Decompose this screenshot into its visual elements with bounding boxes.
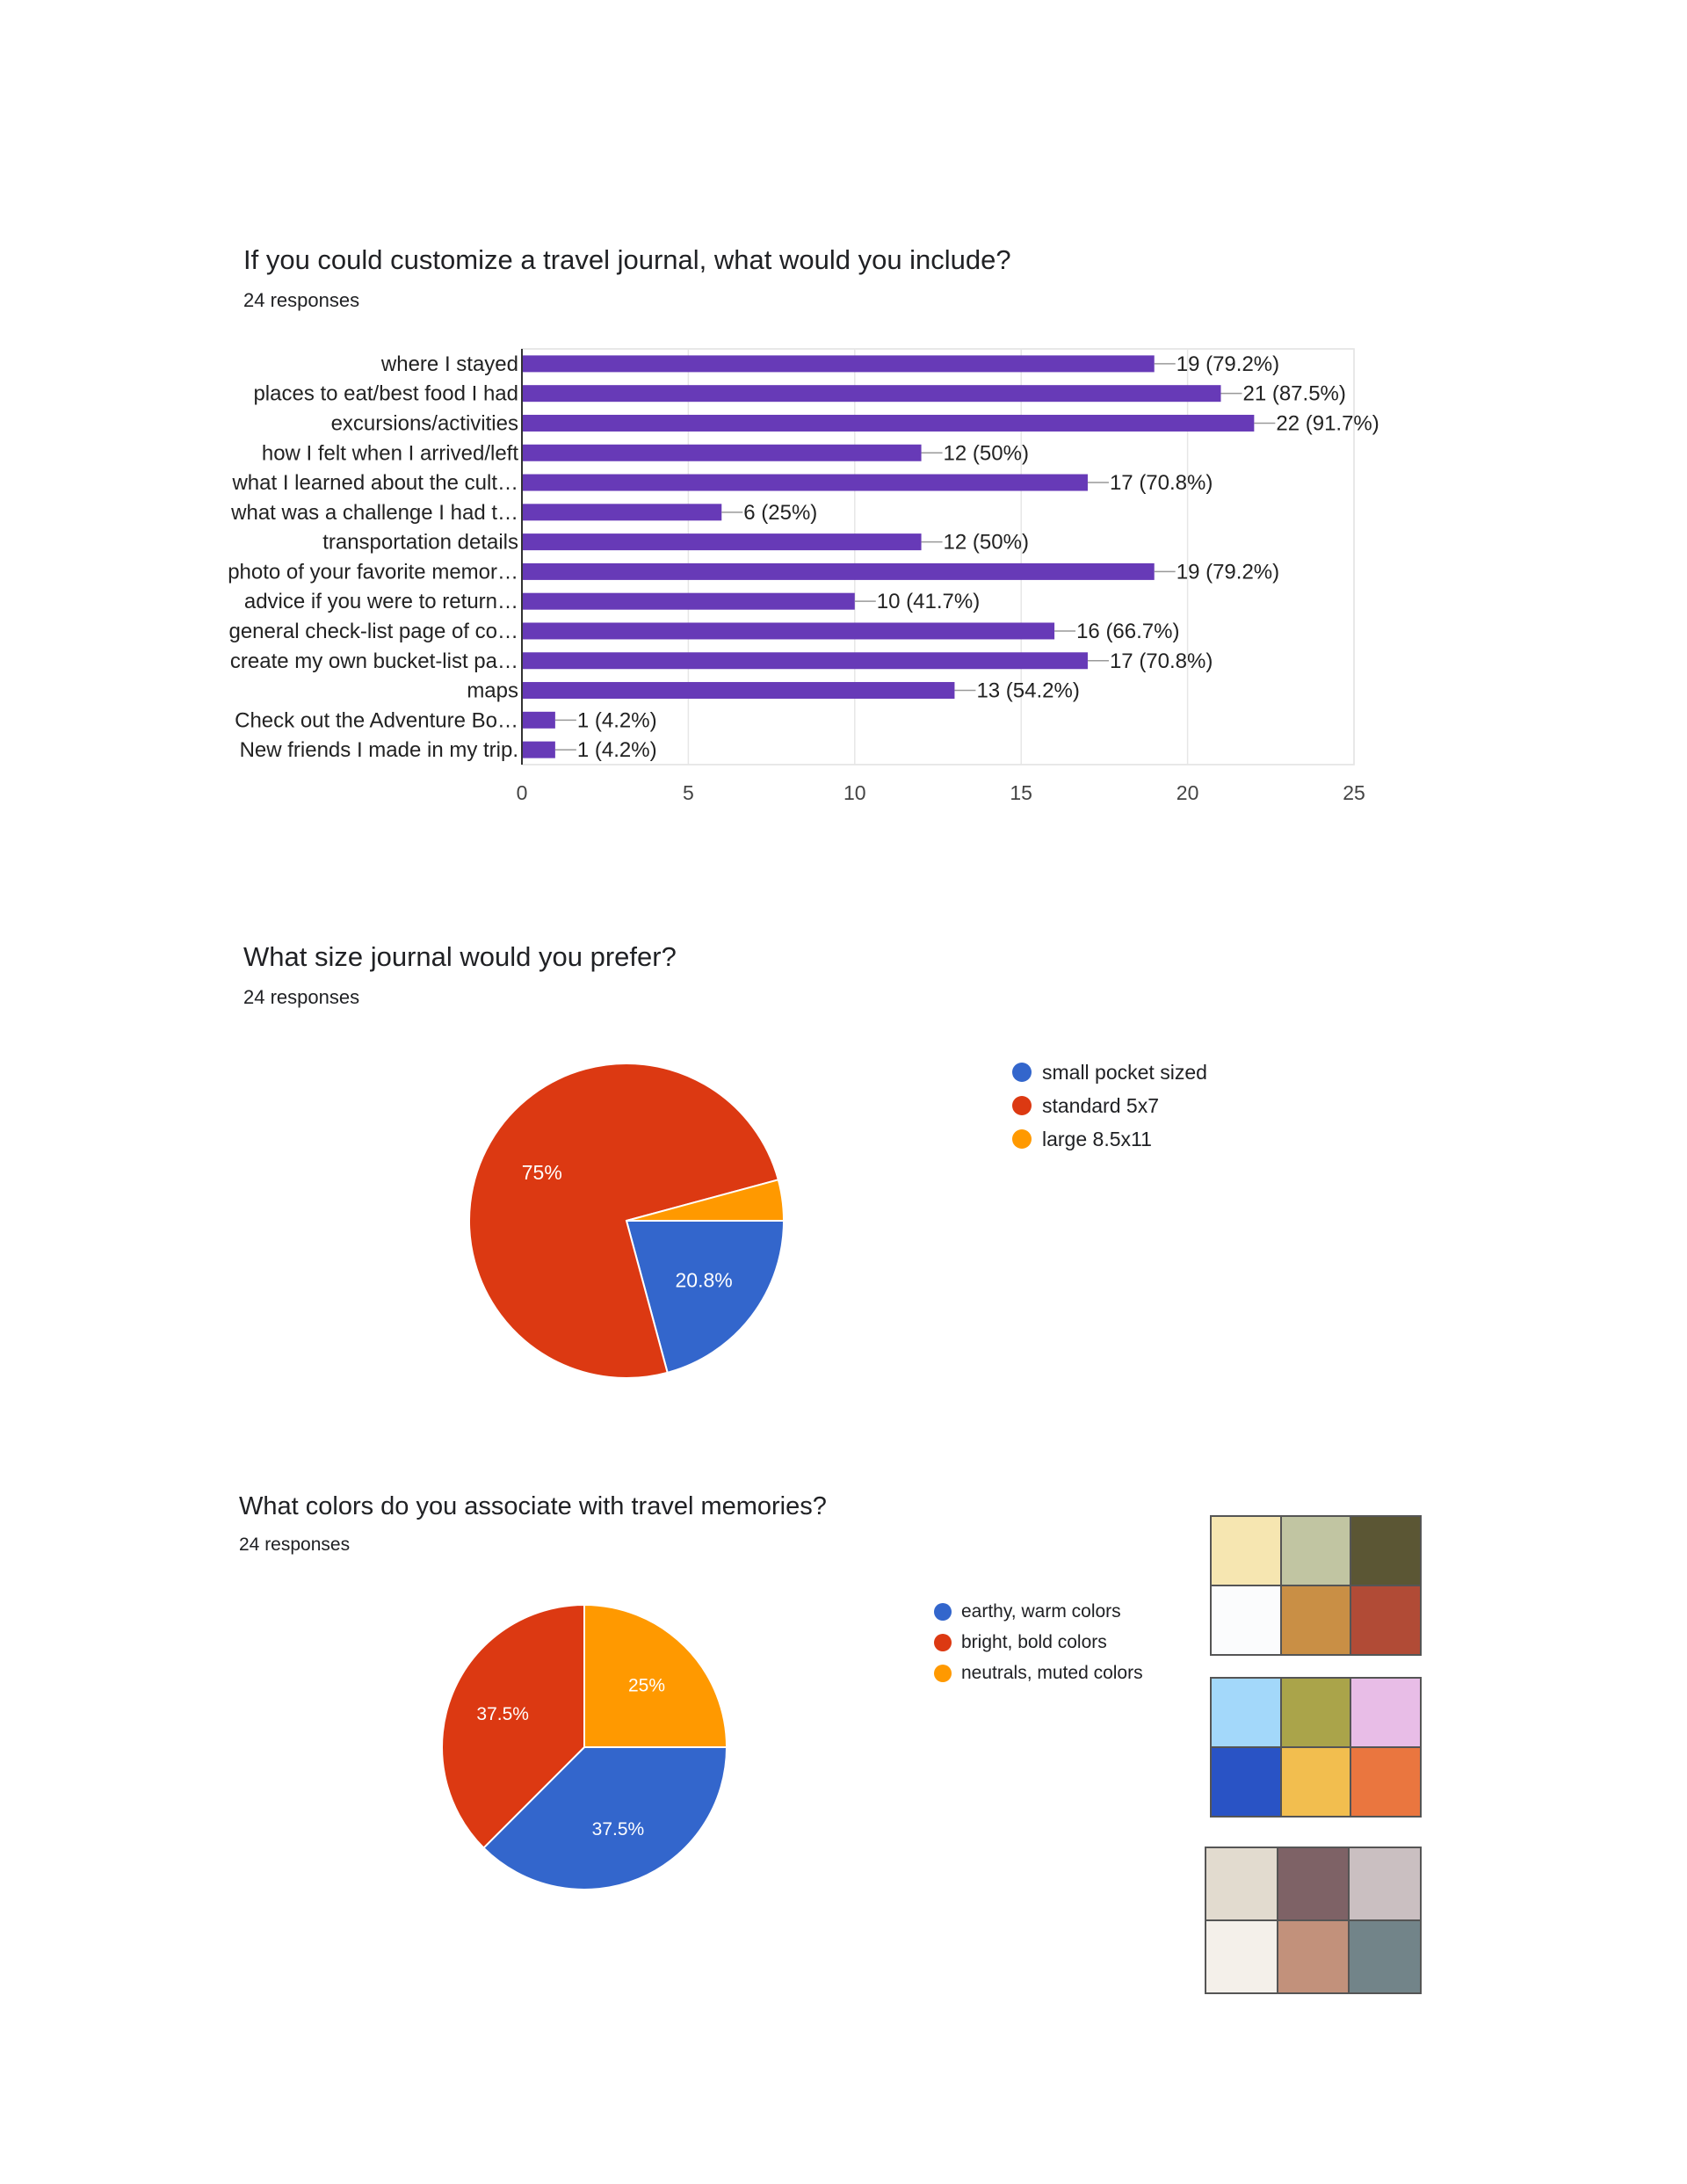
- colors-pie-response-count: 24 responses: [239, 1535, 351, 1555]
- color-swatch: [1349, 1920, 1421, 1993]
- data-label: 1 (4.2%): [576, 708, 657, 733]
- x-tick-label: 25: [1343, 781, 1365, 804]
- color-swatch: [1350, 1747, 1421, 1817]
- data-label: 12 (50%): [943, 441, 1029, 466]
- legend-label: small pocket sized: [1042, 1060, 1207, 1084]
- slice-label: 20.8%: [675, 1268, 733, 1292]
- category-label: where I stayed: [380, 352, 518, 376]
- color-swatch: [1349, 1847, 1421, 1920]
- color-swatch: [1278, 1847, 1350, 1920]
- data-label: 10 (41.7%): [876, 590, 981, 614]
- category-label: advice if you were to return…: [243, 590, 518, 614]
- legend-color-dot: [934, 1665, 952, 1682]
- data-label: 22 (91.7%): [1276, 411, 1379, 436]
- legend-color-dot: [934, 1603, 952, 1621]
- size-pie-response-count: 24 responses: [243, 986, 360, 1008]
- color-swatch: [1281, 1747, 1351, 1817]
- color-swatch: [1281, 1585, 1351, 1655]
- category-label: places to eat/best food I had: [253, 381, 518, 406]
- data-label: 17 (70.8%): [1109, 471, 1213, 496]
- color-swatch: [1211, 1678, 1281, 1747]
- colors-pie-legend: [934, 1596, 1143, 1688]
- bar-chart-response-count: 24 responses: [243, 289, 360, 311]
- legend-item: [934, 1658, 1143, 1688]
- legend-color-dot: [934, 1634, 952, 1651]
- x-tick-label: 5: [683, 781, 694, 804]
- data-label: 1 (4.2%): [576, 738, 657, 763]
- color-swatch: [1350, 1585, 1421, 1655]
- legend-label: earthy, warm colors: [961, 1600, 1121, 1622]
- category-label: maps: [467, 678, 518, 703]
- slice-label: 25%: [628, 1675, 666, 1696]
- legend-item: [934, 1627, 1143, 1658]
- legend-label: bright, bold colors: [961, 1631, 1107, 1652]
- data-label: 16 (66.7%): [1076, 619, 1180, 643]
- category-label: how I felt when I arrived/left: [261, 441, 518, 466]
- category-label: what was a challenge I had t…: [231, 500, 518, 525]
- color-palette-earthy: [1210, 1515, 1422, 1656]
- slice-label: 75%: [521, 1160, 562, 1184]
- category-label: general check-list page of co…: [228, 619, 518, 643]
- x-tick-label: 0: [516, 781, 528, 804]
- color-swatch: [1350, 1678, 1421, 1747]
- bar-chart-title: If you could customize a travel journal, what would you include?: [243, 244, 1011, 275]
- category-label: create my own bucket-list pa…: [229, 649, 518, 673]
- color-swatch: [1281, 1516, 1351, 1585]
- color-palette-neutral: [1205, 1847, 1422, 1994]
- color-swatch: [1206, 1920, 1278, 1993]
- color-swatch: [1211, 1585, 1281, 1655]
- legend-label: large 8.5x11: [1042, 1127, 1152, 1150]
- data-label: 6 (25%): [743, 500, 818, 525]
- category-label: photo of your favorite memor…: [228, 560, 518, 584]
- colors-pie-title: What colors do you associate with travel memories?: [239, 1492, 827, 1520]
- color-swatch: [1281, 1678, 1351, 1747]
- category-label: transportation details: [322, 530, 518, 555]
- category-label: excursions/activities: [330, 411, 518, 436]
- legend-item: [934, 1596, 1143, 1627]
- category-label: New friends I made in my trip.: [239, 738, 518, 763]
- data-label: 17 (70.8%): [1109, 649, 1213, 673]
- color-swatch: [1211, 1516, 1281, 1585]
- size-pie-title: What size journal would you prefer?: [243, 941, 677, 972]
- data-label: 21 (87.5%): [1242, 381, 1346, 406]
- legend-label: standard 5x7: [1042, 1093, 1159, 1117]
- color-swatch: [1206, 1847, 1278, 1920]
- legend-label: neutrals, muted colors: [961, 1662, 1143, 1683]
- color-swatch: [1278, 1920, 1350, 1993]
- x-tick-label: 15: [1010, 781, 1032, 804]
- color-palette-bright: [1210, 1677, 1422, 1818]
- color-swatch: [1350, 1516, 1421, 1585]
- category-label: what I learned about the cult…: [232, 471, 518, 496]
- data-label: 19 (79.2%): [1176, 560, 1280, 584]
- x-tick-label: 10: [844, 781, 866, 804]
- data-label: 12 (50%): [943, 530, 1029, 555]
- data-label: 19 (79.2%): [1176, 352, 1280, 376]
- slice-label: 37.5%: [476, 1703, 529, 1724]
- data-label: 13 (54.2%): [976, 678, 1080, 703]
- color-swatch: [1211, 1747, 1281, 1817]
- x-tick-label: 20: [1176, 781, 1199, 804]
- category-label: Check out the Adventure Bo…: [235, 708, 518, 733]
- slice-label: 37.5%: [591, 1819, 645, 1840]
